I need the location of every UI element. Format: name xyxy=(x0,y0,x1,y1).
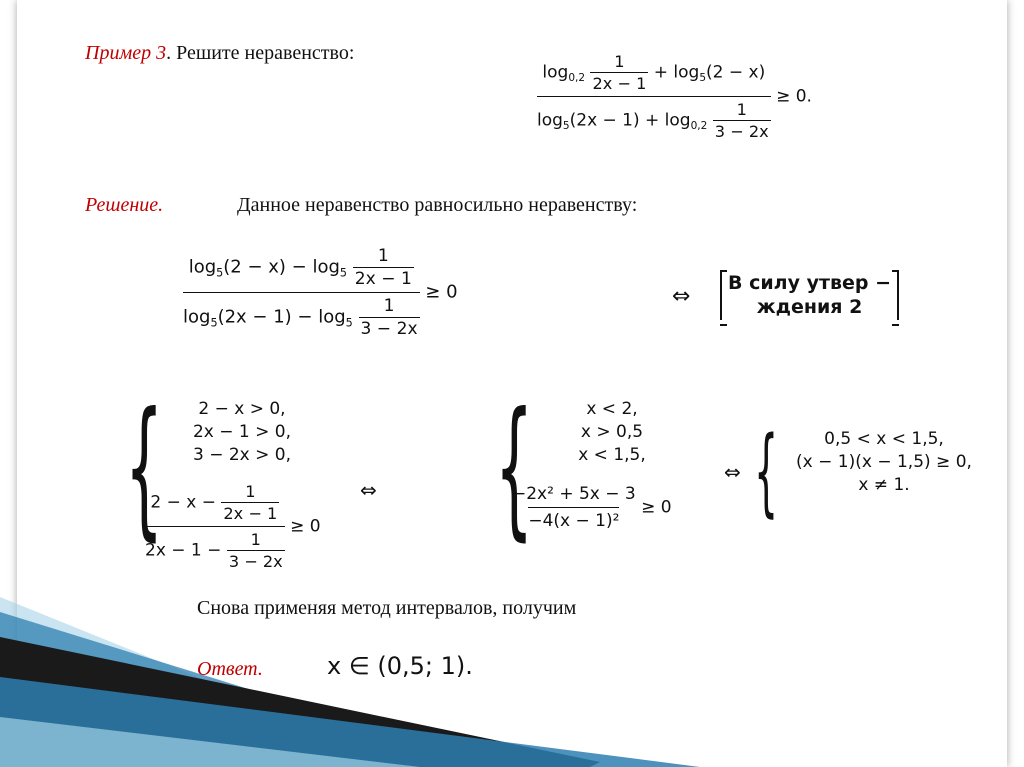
system-2-fraction: $\frac{\text{−2x² + 5x − 3}}{\text{−4(x − 1)²}}$ ≥ 0 xyxy=(512,484,672,531)
solution-text: Данное неравенство равносильно неравенству: xyxy=(237,194,638,216)
bracket-line-1: В силу утвер − xyxy=(728,272,892,294)
solution-label: Решение. xyxy=(85,194,164,216)
answer-value: x ∈ (0,5; 1). xyxy=(327,652,473,680)
bracket-note xyxy=(720,272,899,320)
example-header xyxy=(85,42,354,65)
system-3: 0,5 < x < 1,5, (x − 1)(x − 1,5) ≥ 0, x ≠ 1. xyxy=(796,429,972,495)
example-text: . Решите неравенство: xyxy=(166,42,355,64)
formula-2: $\log_5(2 - x) - \log_5$ $\frac{1}{2x - 1}$ $\log_5(2x - 1) - \log_5$ $\frac{1}{3 - 2x}$ ≥ 0 xyxy=(183,246,458,339)
bracket-line-2: ждения 2 xyxy=(756,295,863,318)
system-2: x < 2, x > 0,5 x < 1,5, xyxy=(578,399,646,465)
decorative-wedges xyxy=(0,597,700,767)
equiv-arrow-3: ⇔ xyxy=(724,460,741,484)
brace-icon: { xyxy=(125,381,164,555)
formula-1: $\log_{0,2}$ $\frac{1}{2x - 1}$ + $\log_5(2 - x)$ $\log_5(2x - 1) + \log_{0,2}$ $\frac{1}{3 - 2x}$ ≥ 0. xyxy=(537,52,812,141)
answer-label: Ответ. xyxy=(197,658,263,680)
conclusion-text: Снова применяя метод интервалов, получим xyxy=(197,597,577,619)
equiv-arrow-1: ⇔ xyxy=(672,284,691,309)
brace-icon: { xyxy=(754,417,779,527)
brace-icon: { xyxy=(495,381,534,555)
equiv-arrow-2: ⇔ xyxy=(360,478,377,502)
system-1-fraction: 2 − x − $\frac{1}{2x - 1}$ 2x − 1 − $\frac{1}{3 - 2x}$ ≥ 0 xyxy=(145,482,321,571)
example-label: Пример 3 xyxy=(85,42,167,64)
system-1: 2 − x > 0, 2x − 1 > 0, 3 − 2x > 0, xyxy=(192,399,291,465)
